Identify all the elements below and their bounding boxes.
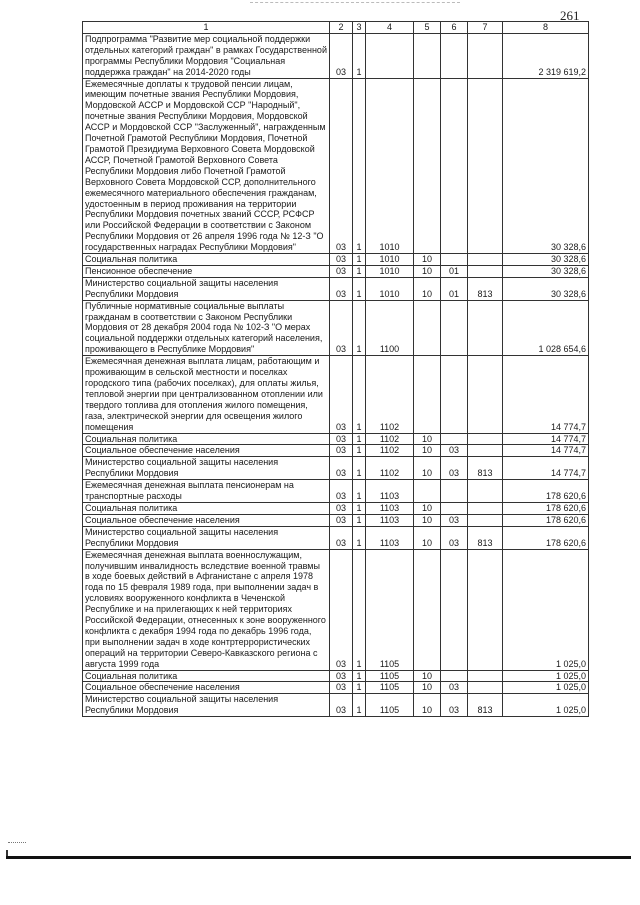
row-amount-cell: 178 620,6	[503, 514, 589, 526]
row-code-part-cell: 10	[414, 682, 441, 694]
row-code-agency-cell	[468, 265, 503, 277]
row-code-sub-cell: 1	[353, 445, 366, 457]
row-name-cell: Ежемесячная денежная выплата военнослужащим, получившим инвалидность вследствие военной травмы в ходе боевых действий в Афганистане с апреля 1978 года по 15 февраля 1989 года, при выполнении задач в условиях вооруженного конфликта в Чеченской Республике и на прилегающих к ней территориях Российской Федерации, отнесенных к зоне вооруженного конфликта с декабря 1994 года по декабрь 1996 года, при выполнении задач в ходе контртеррористических операций на территории Северо-Кавказского региона с августа 1999 года	[83, 549, 330, 670]
row-code-subpart-cell: 01	[441, 277, 468, 300]
row-code-part-cell: 10	[414, 254, 441, 266]
table-row	[83, 300, 589, 356]
row-code-part-cell	[414, 33, 441, 78]
row-amount-cell: 14 774,7	[503, 356, 589, 433]
row-code-subpart-cell	[441, 670, 468, 682]
row-amount-cell: 14 774,7	[503, 457, 589, 480]
budget-table	[82, 21, 589, 717]
row-name-cell: Подпрограмма "Развитие мер социальной поддержки отдельных категорий граждан" в рамках Государственной программы Республики Мордовия "Социальная поддержка граждан" на 2014-2020 годы	[83, 33, 330, 78]
row-name-cell: Социальная политика	[83, 502, 330, 514]
table-row	[83, 33, 589, 78]
row-code-sub-cell: 1	[353, 300, 366, 356]
row-code-subpart-cell	[441, 300, 468, 356]
row-code-agency-cell	[468, 514, 503, 526]
row-amount-cell: 178 620,6	[503, 480, 589, 503]
header-cell: 2	[330, 22, 353, 34]
row-code-part-cell: 10	[414, 502, 441, 514]
row-code-subpart-cell: 03	[441, 514, 468, 526]
row-name-cell: Пенсионное обеспечение	[83, 265, 330, 277]
row-code-section-cell: 03	[330, 526, 353, 549]
row-code-subpart-cell: 03	[441, 526, 468, 549]
row-code-subpart-cell	[441, 549, 468, 670]
row-code-part-cell	[414, 549, 441, 670]
row-code-section-cell: 03	[330, 254, 353, 266]
table-row	[83, 277, 589, 300]
table-row	[83, 549, 589, 670]
row-amount-cell: 2 319 619,2	[503, 33, 589, 78]
row-code-item-cell	[366, 33, 414, 78]
row-code-agency-cell	[468, 254, 503, 266]
row-code-subpart-cell: 03	[441, 682, 468, 694]
row-code-subpart-cell: 01	[441, 265, 468, 277]
row-amount-cell: 30 328,6	[503, 277, 589, 300]
table-row	[83, 670, 589, 682]
row-code-sub-cell: 1	[353, 457, 366, 480]
row-name-cell: Социальная политика	[83, 670, 330, 682]
row-code-part-cell	[414, 480, 441, 503]
row-code-subpart-cell	[441, 356, 468, 433]
row-code-section-cell: 03	[330, 78, 353, 254]
row-amount-cell: 30 328,6	[503, 254, 589, 266]
row-name-cell: Социальная политика	[83, 254, 330, 266]
row-name-cell: Ежемесячная денежная выплата лицам, работающим и проживающим в сельской местности и поселках городского типа (рабочих поселках), для оплаты жилья, тепловой энергии при централизованном отоплении или твердого топлива для отопления жилого помещения, газа, электрической энергии для освещения жилого помещения	[83, 356, 330, 433]
table-row	[83, 682, 589, 694]
row-code-agency-cell: 813	[468, 277, 503, 300]
row-code-sub-cell: 1	[353, 356, 366, 433]
row-code-item-cell: 1105	[366, 694, 414, 717]
header-cell: 8	[503, 22, 589, 34]
row-code-sub-cell: 1	[353, 480, 366, 503]
row-code-agency-cell	[468, 502, 503, 514]
row-code-agency-cell	[468, 480, 503, 503]
row-name-cell: Социальное обеспечение населения	[83, 445, 330, 457]
row-code-section-cell: 03	[330, 694, 353, 717]
row-code-subpart-cell: 03	[441, 445, 468, 457]
row-code-item-cell: 1105	[366, 670, 414, 682]
row-code-part-cell: 10	[414, 433, 441, 445]
row-code-item-cell: 1102	[366, 433, 414, 445]
row-code-item-cell: 1102	[366, 445, 414, 457]
row-code-subpart-cell	[441, 254, 468, 266]
row-amount-cell: 1 025,0	[503, 549, 589, 670]
row-name-cell: Министерство социальной защиты населения Республики Мордовия	[83, 277, 330, 300]
row-code-item-cell: 1102	[366, 356, 414, 433]
table-row	[83, 433, 589, 445]
row-code-subpart-cell	[441, 480, 468, 503]
row-amount-cell: 1 028 654,6	[503, 300, 589, 356]
row-code-section-cell: 03	[330, 445, 353, 457]
row-code-item-cell: 1010	[366, 277, 414, 300]
row-amount-cell: 1 025,0	[503, 670, 589, 682]
row-amount-cell: 30 328,6	[503, 78, 589, 254]
row-code-section-cell: 03	[330, 514, 353, 526]
row-code-item-cell: 1100	[366, 300, 414, 356]
row-amount-cell: 178 620,6	[503, 502, 589, 514]
row-code-sub-cell: 1	[353, 514, 366, 526]
row-code-section-cell: 03	[330, 33, 353, 78]
table-row	[83, 254, 589, 266]
row-code-item-cell: 1105	[366, 549, 414, 670]
row-code-part-cell: 10	[414, 526, 441, 549]
row-code-part-cell	[414, 356, 441, 433]
row-code-section-cell: 03	[330, 300, 353, 356]
row-code-sub-cell: 1	[353, 526, 366, 549]
row-name-cell: Ежемесячные доплаты к трудовой пенсии лицам, имеющим почетные звания Республики Мордовия, Мордовской АССР и Мордовской ССР "Народный", почетные звания Республики Мордовия, Мордовской АССР и Мордовской ССР "Заслуженный", награжденным Почетной Грамотой Республики Мордовия, Почетной Грамотой Президиума Верховного Совета Мордовской АССР, Почетной Грамотой Верховного Совета Республики Мордовия либо Почетной Грамотой Верховного Совета Мордовской ССР, дополнительного ежемесячного материального обеспечения гражданам, удостоенным в период проживания на территории Республики Мордовия почетных званий СССР, РСФСР или Российской Федерации в соответствии с Законом Республики Мордовия от 26 апреля 1996 года № 12-З "О государственных наградах Республики Мордовия"	[83, 78, 330, 254]
row-code-subpart-cell: 03	[441, 457, 468, 480]
row-name-cell: Ежемесячная денежная выплата пенсионерам на транспортные расходы	[83, 480, 330, 503]
row-code-agency-cell	[468, 356, 503, 433]
row-code-item-cell: 1102	[366, 457, 414, 480]
row-code-section-cell: 03	[330, 277, 353, 300]
row-code-agency-cell: 813	[468, 694, 503, 717]
row-amount-cell: 1 025,0	[503, 682, 589, 694]
row-code-section-cell: 03	[330, 265, 353, 277]
row-name-cell: Министерство социальной защиты населения Республики Мордовия	[83, 457, 330, 480]
page-bottom-rule	[6, 856, 631, 859]
table-row	[83, 457, 589, 480]
row-code-agency-cell	[468, 33, 503, 78]
row-code-agency-cell	[468, 300, 503, 356]
row-code-subpart-cell	[441, 433, 468, 445]
table-row	[83, 526, 589, 549]
row-amount-cell: 178 620,6	[503, 526, 589, 549]
row-code-part-cell: 10	[414, 277, 441, 300]
row-code-section-cell: 03	[330, 356, 353, 433]
table-row	[83, 356, 589, 433]
scan-mark-bottom	[8, 842, 26, 844]
row-code-sub-cell: 1	[353, 265, 366, 277]
table-body	[83, 33, 589, 716]
row-code-item-cell: 1103	[366, 502, 414, 514]
row-code-sub-cell: 1	[353, 549, 366, 670]
row-code-section-cell: 03	[330, 433, 353, 445]
row-amount-cell: 30 328,6	[503, 265, 589, 277]
row-code-agency-cell: 813	[468, 526, 503, 549]
row-code-agency-cell	[468, 682, 503, 694]
row-code-agency-cell	[468, 549, 503, 670]
row-code-section-cell: 03	[330, 670, 353, 682]
row-code-section-cell: 03	[330, 682, 353, 694]
table-header-row	[83, 22, 589, 34]
row-code-subpart-cell	[441, 502, 468, 514]
row-code-sub-cell: 1	[353, 78, 366, 254]
row-code-agency-cell: 813	[468, 457, 503, 480]
header-cell: 6	[441, 22, 468, 34]
table-row	[83, 78, 589, 254]
row-code-sub-cell: 1	[353, 502, 366, 514]
header-cell: 3	[353, 22, 366, 34]
row-code-section-cell: 03	[330, 549, 353, 670]
row-amount-cell: 1 025,0	[503, 694, 589, 717]
table-row	[83, 445, 589, 457]
table-row	[83, 502, 589, 514]
row-name-cell: Социальная политика	[83, 433, 330, 445]
row-code-agency-cell	[468, 670, 503, 682]
table-row	[83, 265, 589, 277]
row-code-part-cell: 10	[414, 265, 441, 277]
row-code-item-cell: 1103	[366, 480, 414, 503]
row-code-sub-cell: 1	[353, 682, 366, 694]
row-amount-cell: 14 774,7	[503, 445, 589, 457]
row-code-sub-cell: 1	[353, 694, 366, 717]
row-code-part-cell	[414, 300, 441, 356]
row-code-item-cell: 1103	[366, 514, 414, 526]
row-amount-cell: 14 774,7	[503, 433, 589, 445]
row-code-sub-cell: 1	[353, 254, 366, 266]
row-name-cell: Публичные нормативные социальные выплаты гражданам в соответствии с Законом Республики Мордовия от 28 декабря 2004 года № 102-З "О мерах социальной поддержки отдельных категорий населения, проживающего в Республике Мордовия"	[83, 300, 330, 356]
row-code-item-cell: 1010	[366, 265, 414, 277]
row-code-part-cell: 10	[414, 694, 441, 717]
row-name-cell: Министерство социальной защиты населения Республики Мордовия	[83, 526, 330, 549]
header-cell: 1	[83, 22, 330, 34]
row-code-subpart-cell	[441, 33, 468, 78]
row-code-part-cell: 10	[414, 445, 441, 457]
table-row	[83, 694, 589, 717]
row-code-section-cell: 03	[330, 480, 353, 503]
page-number: 261	[560, 8, 580, 23]
row-code-item-cell: 1105	[366, 682, 414, 694]
row-code-part-cell: 10	[414, 514, 441, 526]
header-cell: 4	[366, 22, 414, 34]
row-code-item-cell: 1010	[366, 78, 414, 254]
row-name-cell: Министерство социальной защиты населения Республики Мордовия	[83, 694, 330, 717]
row-code-item-cell: 1103	[366, 526, 414, 549]
row-name-cell: Социальное обеспечение населения	[83, 514, 330, 526]
row-code-part-cell	[414, 78, 441, 254]
row-code-subpart-cell: 03	[441, 694, 468, 717]
row-code-agency-cell	[468, 445, 503, 457]
table-row	[83, 514, 589, 526]
row-code-sub-cell: 1	[353, 433, 366, 445]
header-cell: 5	[414, 22, 441, 34]
row-code-sub-cell: 1	[353, 33, 366, 78]
row-code-section-cell: 03	[330, 457, 353, 480]
row-code-item-cell: 1010	[366, 254, 414, 266]
table-row	[83, 480, 589, 503]
row-code-part-cell: 10	[414, 670, 441, 682]
row-code-sub-cell: 1	[353, 670, 366, 682]
scan-mark-top	[250, 2, 460, 4]
header-cell: 7	[468, 22, 503, 34]
row-code-subpart-cell	[441, 78, 468, 254]
row-code-sub-cell: 1	[353, 277, 366, 300]
row-code-part-cell: 10	[414, 457, 441, 480]
row-name-cell: Социальное обеспечение населения	[83, 682, 330, 694]
row-code-agency-cell	[468, 78, 503, 254]
row-code-section-cell: 03	[330, 502, 353, 514]
row-code-agency-cell	[468, 433, 503, 445]
